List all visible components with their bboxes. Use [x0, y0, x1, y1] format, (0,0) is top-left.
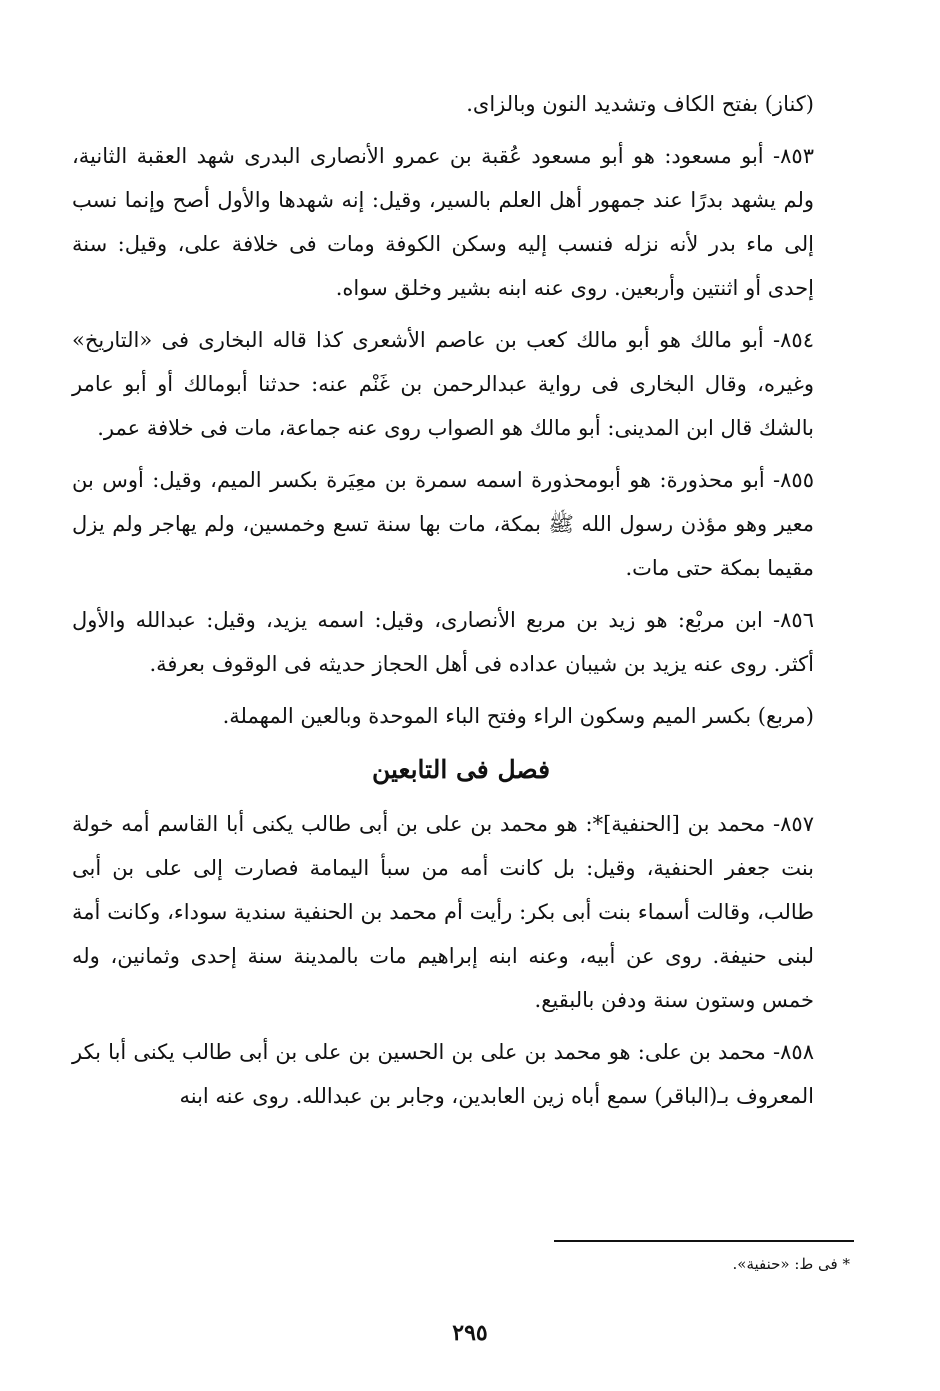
entry-858: ٨٥٨- محمد بن على: هو محمد بن على بن الحسين بن على بن أبى طالب يكنى أبا بكر المعروف بـ(الباقر) سمع أباه زين العابدين، وجابر بن عبدالله. روى عنه ابنه	[72, 1040, 814, 1108]
entry-857: ٨٥٧- محمد بن [الحنفية]*: هو محمد بن على بن أبى طالب يكنى أبا القاسم أمه خولة بنت جعفر الحنفية، وقيل: بل كانت أمه من سبأ اليمامة فصارت إلى على بن أبى طالب، وقالت أسماء بنت أبى بكر: رأيت أم محمد بن الحنفية سندية سوداء، وكانت أمة لبنى حنيفة. روى عن أبيه، وعنه ابنه إبراهيم مات بالمدينة سنة إحدى وثمانين، وله خمس وستون سنة ودفن بالبقيع.	[72, 812, 814, 1012]
footnote: * فى ط: «حنفية».	[732, 1255, 850, 1273]
page-body	[72, 82, 850, 1126]
entry-855: ٨٥٥- أبو محذورة: هو أبومحذورة اسمه سمرة بن معِيَرة بكسر الميم، وقيل: أوس بن معير وهو مؤذن رسول الله ﷺ بمكة، مات بها سنة تسع وخمسين، ولم يهاجر ولم يزل مقيما بمكة حتى مات.	[72, 468, 814, 580]
entry-853: ٨٥٣- أبو مسعود: هو أبو مسعود عُقبة بن عمرو الأنصارى البدرى شهد العقبة الثانية، ولم يشهد بدرًا عند جمهور أهل العلم بالسير، وقيل: إنه شهدها والأول أصح وإنما نسب إلى ماء بدر لأنه نزله فنسب إليه وسكن الكوفة ومات فى خلافة على، وقيل: سنة إحدى أو اثنتين وأربعين. روى عنه ابنه بشير وخلق سواه.	[72, 144, 814, 300]
section-heading: فصل فى التابعين	[371, 755, 551, 784]
note-kinaz: (كناز) بفتح الكاف وتشديد النون وبالزاى.	[466, 92, 814, 116]
page-number: ٢٩٥	[452, 1320, 488, 1346]
note-marba: (مربع) بكسر الميم وسكون الراء وفتح الباء الموحدة وبالعين المهملة.	[222, 704, 814, 728]
entry-854: ٨٥٤- أبو مالك هو أبو مالك كعب بن عاصم الأشعرى كذا قاله البخارى فى «التاريخ» وغيره، وقال البخارى فى رواية عبدالرحمن بن غَنْم عنه: حدثنا أبومالك أو أبو عامر بالشك قال ابن المدينى: أبو مالك هو الصواب روى عنه جماعة، مات فى خلافة عمر.	[72, 328, 814, 440]
entry-856: ٨٥٦- ابن مربْع: هو زيد بن مربع الأنصارى، وقيل: اسمه يزيد، وقيل: عبدالله والأول أكثر. روى عنه يزيد بن شيبان عداده فى أهل الحجاز حديثه فى الوقوف بعرفة.	[72, 608, 814, 676]
footnote-divider	[554, 1240, 854, 1242]
